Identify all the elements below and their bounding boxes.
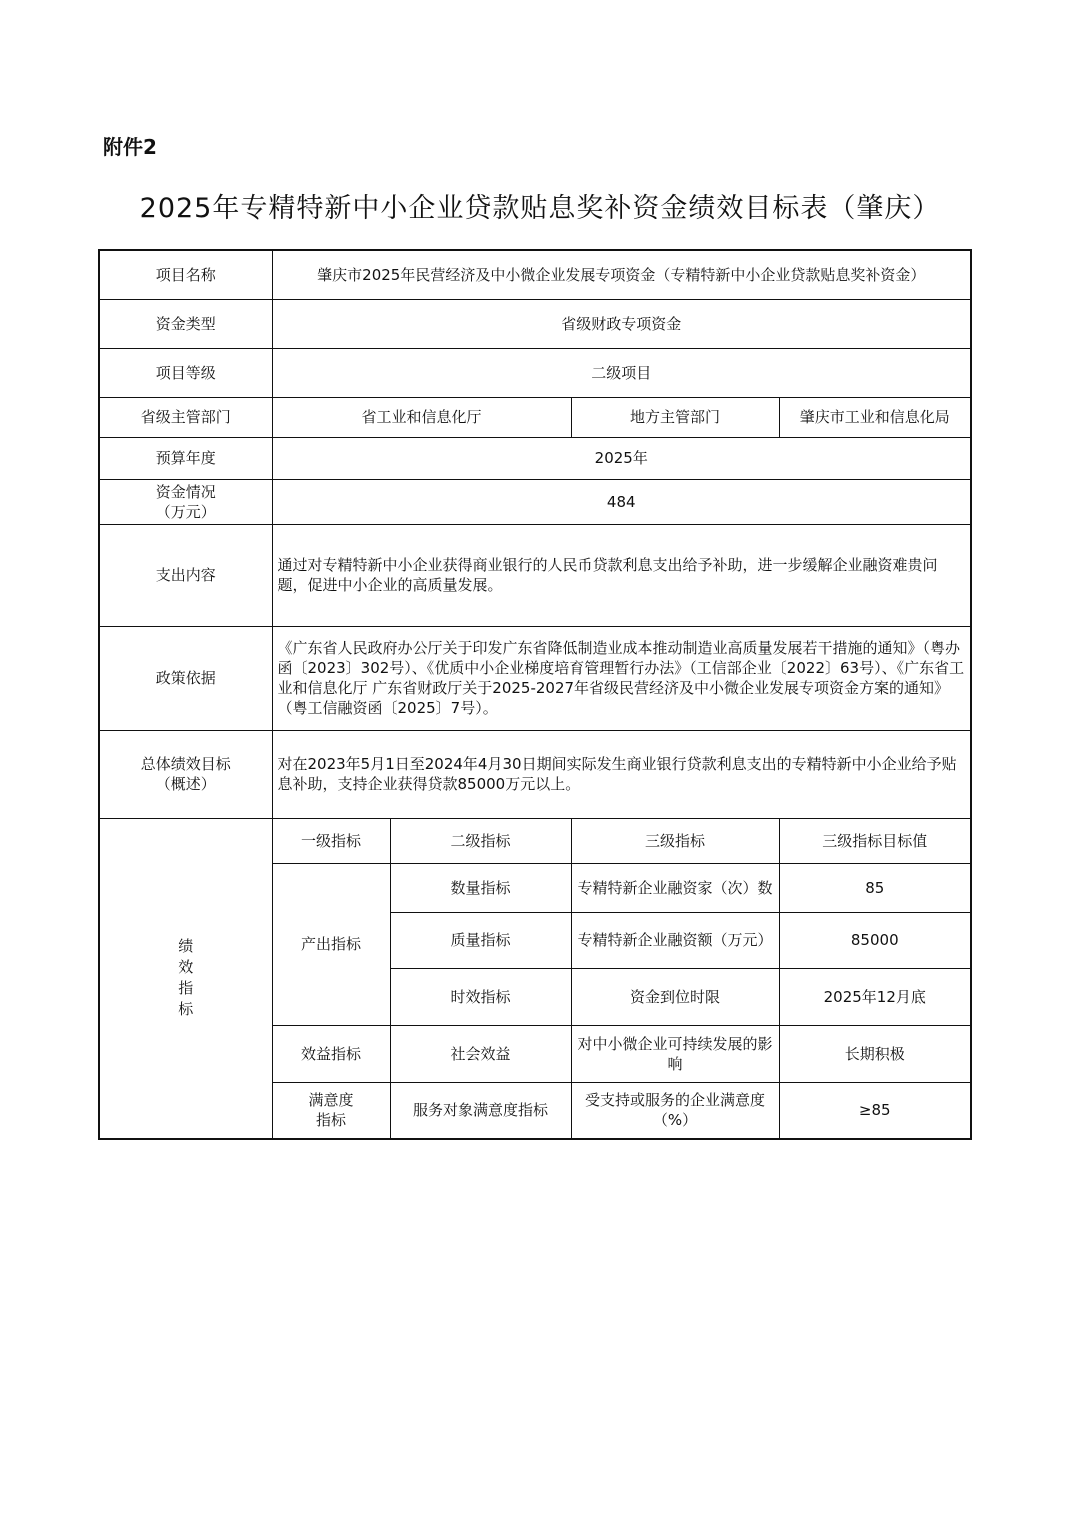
enterprise-satisfaction-indicator: 受支持或服务的企业满意度（%）: [571, 1082, 779, 1139]
fund-status-value: 484: [272, 479, 971, 524]
document-title: 2025年专精特新中小企业贷款贴息奖补资金绩效目标表（肇庆）: [139, 193, 941, 224]
local-dept-label: 地方主管部门: [571, 397, 779, 437]
provincial-dept-label: 省级主管部门: [99, 397, 272, 437]
policy-label: 政策依据: [99, 626, 272, 730]
sustainable-impact-indicator: 对中小微企业可持续发展的影响: [571, 1025, 779, 1082]
performance-target-table: [98, 249, 972, 1140]
budget-year-value: 2025年: [272, 437, 971, 479]
satisfaction-label-line2: 指标: [315, 1111, 346, 1130]
satisfaction-indicator-label: [272, 1082, 390, 1139]
fund-arrival-indicator: 资金到位时限: [571, 968, 779, 1025]
expenditure-value: 通过对专精特新中小企业获得商业银行的人民币贷款利息支出给予补助，进一步缓解企业融资难贵问题，促进中小企业的高质量发展。: [272, 524, 971, 626]
project-name-label: 项目名称: [99, 250, 272, 299]
financing-amount-target: 85000: [779, 912, 971, 968]
output-indicator-label: 产出指标: [272, 863, 390, 1025]
header-level2: 二级指标: [390, 818, 571, 863]
indicator-section-text: 绩效指标: [178, 937, 194, 1019]
service-satisfaction-indicator: 服务对象满意度指标: [390, 1082, 571, 1139]
financing-count-target: 85: [779, 863, 971, 912]
project-level-label: 项目等级: [99, 348, 272, 397]
sustainable-impact-target: 长期积极: [779, 1025, 971, 1082]
fund-status-label-line2: （万元）: [155, 502, 216, 521]
project-name-value: 肇庆市2025年民营经济及中小微企业发展专项资金（专精特新中小企业贷款贴息奖补资金）: [272, 250, 971, 299]
satisfaction-label-line1: 满意度: [308, 1091, 354, 1110]
overall-goal-value: 对在2023年5月1日至2024年4月30日期间实际发生商业银行贷款利息支出的专精特新中小企业给予贴息补助，支持企业获得贷款85000万元以上。: [272, 730, 971, 818]
fund-type-label: 资金类型: [99, 299, 272, 348]
enterprise-satisfaction-target: ≥85: [779, 1082, 971, 1139]
overall-goal-label: [99, 730, 272, 818]
quality-indicator: 质量指标: [390, 912, 571, 968]
social-benefit-indicator: 社会效益: [390, 1025, 571, 1082]
fund-arrival-target: 2025年12月底: [779, 968, 971, 1025]
indicator-section-label: [99, 818, 272, 1139]
project-level-value: 二级项目: [272, 348, 971, 397]
header-level3: 三级指标: [571, 818, 779, 863]
header-level1: 一级指标: [272, 818, 390, 863]
provincial-dept-value: 省工业和信息化厅: [272, 397, 571, 437]
fund-type-value: 省级财政专项资金: [272, 299, 971, 348]
benefit-indicator-label: 效益指标: [272, 1025, 390, 1082]
overall-goal-label-line2: （概述）: [155, 775, 216, 793]
budget-year-label: 预算年度: [99, 437, 272, 479]
quantity-indicator: 数量指标: [390, 863, 571, 912]
header-target: 三级指标目标值: [779, 818, 971, 863]
policy-value: 《广东省人民政府办公厅关于印发广东省降低制造业成本推动制造业高质量发展若干措施的通知》（粤办函〔2023〕302号）、《优质中小企业梯度培育管理暂行办法》（工信部企业〔2022〕63号）、《广东省工业和信息化厅 广东省财政厅关于2025-2027年省级民营经济及中小微企业发展专项资金方案的通知》（粤工信融资函〔2025〕7号）。: [272, 626, 971, 730]
fund-status-label-line1: 资金情况: [155, 482, 216, 501]
financing-count-indicator: 专精特新企业融资家（次）数: [571, 863, 779, 912]
attachment-label: 附件2: [103, 135, 157, 159]
expenditure-label: 支出内容: [99, 524, 272, 626]
fund-status-label: [99, 479, 272, 524]
overall-goal-label-line1: 总体绩效目标: [140, 755, 231, 773]
financing-amount-indicator: 专精特新企业融资额（万元）: [571, 912, 779, 968]
local-dept-value: 肇庆市工业和信息化局: [779, 397, 971, 437]
timeliness-indicator: 时效指标: [390, 968, 571, 1025]
